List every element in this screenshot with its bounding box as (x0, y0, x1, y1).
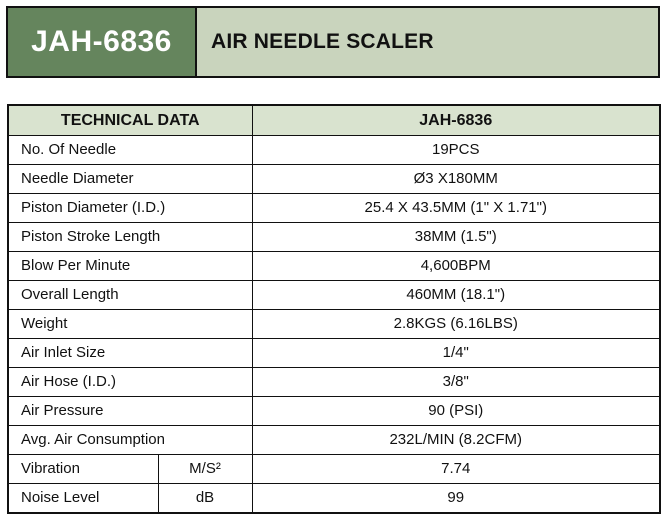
product-title: AIR NEEDLE SCALER (211, 30, 434, 53)
model-number: JAH-6836 (31, 25, 172, 58)
table-row (8, 455, 660, 484)
table-row (8, 165, 660, 194)
spec-label: Air Hose (I.D.) (8, 368, 252, 397)
spec-value: 19PCS (252, 136, 660, 165)
technical-data-heading: TECHNICAL DATA (8, 105, 252, 136)
spec-value: 38MM (1.5") (252, 223, 660, 252)
title-bar (197, 8, 658, 76)
spec-label: Overall Length (8, 281, 252, 310)
table-header-row (8, 105, 660, 136)
spec-label: Piston Stroke Length (8, 223, 252, 252)
spec-value: 2.8KGS (6.16LBS) (252, 310, 660, 339)
spec-rows (8, 136, 660, 514)
spec-label: Noise Level (8, 484, 158, 514)
spec-label: Air Pressure (8, 397, 252, 426)
model-badge (8, 8, 197, 76)
spec-label: Air Inlet Size (8, 339, 252, 368)
spec-value: 90 (PSI) (252, 397, 660, 426)
table-row (8, 223, 660, 252)
table-row (8, 484, 660, 514)
spec-unit: dB (158, 484, 252, 514)
table-row (8, 368, 660, 397)
model-column-heading: JAH-6836 (252, 105, 660, 136)
spec-value: 3/8" (252, 368, 660, 397)
spec-value: Ø3 X180MM (252, 165, 660, 194)
technical-data-table (7, 104, 661, 514)
table-row (8, 136, 660, 165)
spec-unit: M/S² (158, 455, 252, 484)
spec-value: 232L/MIN (8.2CFM) (252, 426, 660, 455)
spec-label: Blow Per Minute (8, 252, 252, 281)
table-row (8, 194, 660, 223)
spec-label: Needle Diameter (8, 165, 252, 194)
spec-label: No. Of Needle (8, 136, 252, 165)
spec-value: 7.74 (252, 455, 660, 484)
spec-label: Piston Diameter (I.D.) (8, 194, 252, 223)
spec-value: 25.4 X 43.5MM (1" X 1.71") (252, 194, 660, 223)
table-row (8, 281, 660, 310)
spec-value: 99 (252, 484, 660, 514)
table-row (8, 310, 660, 339)
table-row (8, 397, 660, 426)
spec-value: 4,600BPM (252, 252, 660, 281)
spec-label: Avg. Air Consumption (8, 426, 252, 455)
spec-value: 1/4" (252, 339, 660, 368)
table-row (8, 426, 660, 455)
table-row (8, 252, 660, 281)
table-row (8, 339, 660, 368)
spec-label: Weight (8, 310, 252, 339)
product-header (6, 6, 660, 78)
spec-value: 460MM (18.1") (252, 281, 660, 310)
spec-label: Vibration (8, 455, 158, 484)
